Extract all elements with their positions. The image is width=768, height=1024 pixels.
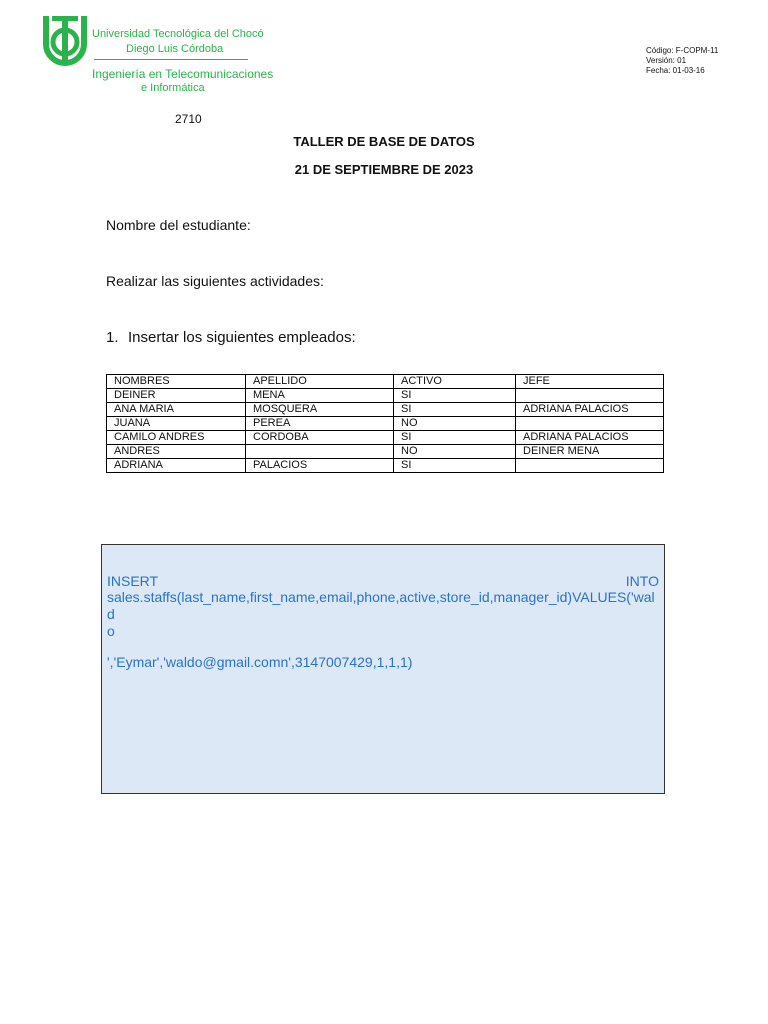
university-logo: [40, 12, 274, 126]
table-cell: [246, 445, 394, 459]
code-keyword-insert: INSERT: [107, 573, 159, 589]
meta-version: Versión: 01: [646, 56, 687, 65]
table-cell: CAMILO ANDRES: [107, 431, 246, 445]
faculty-name-line2: e Informática: [141, 82, 205, 94]
code-line-1: [107, 573, 659, 589]
list-item-number: 1.: [106, 329, 119, 346]
table-cell: NO: [394, 445, 516, 459]
meta-code: Código: F-COPM-11: [646, 46, 719, 55]
list-item-1: [106, 329, 356, 346]
student-name-label: Nombre del estudiante:: [106, 217, 251, 233]
table-cell: JUANA: [107, 417, 246, 431]
table-cell: CORDOBA: [246, 431, 394, 445]
code-keyword-into: INTO: [625, 573, 659, 589]
table-cell: SI: [394, 431, 516, 445]
table-cell: [516, 389, 664, 403]
table-cell: ANA MARIA: [107, 403, 246, 417]
table-cell: DEINER: [107, 389, 246, 403]
code-gap: [107, 640, 659, 654]
utch-logo-icon: [40, 12, 90, 72]
table-header-cell: ACTIVO: [394, 375, 516, 389]
code-line-2: sales.staffs(last_name,first_name,email,phone,active,store_id,manager_id)VALUES('wald: [107, 589, 655, 622]
table-row: [107, 417, 664, 431]
table-cell: PALACIOS: [246, 459, 394, 473]
table-cell: ANDRES: [107, 445, 246, 459]
table-cell: ADRIANA PALACIOS: [516, 403, 664, 417]
table-cell: [516, 417, 664, 431]
code-line-3: o: [107, 623, 115, 639]
table-cell: PEREA: [246, 417, 394, 431]
table-row: [107, 445, 664, 459]
table-cell: MOSQUERA: [246, 403, 394, 417]
table-header-cell: JEFE: [516, 375, 664, 389]
list-item-text: Insertar los siguientes empleados:: [128, 329, 356, 346]
university-name-line2: Diego Luis Córdoba: [126, 43, 224, 55]
table-cell: DEINER MENA: [516, 445, 664, 459]
table-cell: ADRIANA PALACIOS: [516, 431, 664, 445]
table-cell: ADRIANA: [107, 459, 246, 473]
document-meta: [646, 46, 718, 76]
table-header-row: [107, 375, 664, 389]
document-number: 2710: [175, 112, 202, 126]
meta-date: Fecha: 01-03-16: [646, 66, 705, 75]
page-date-title: 21 DE SEPTIEMBRE DE 2023: [294, 162, 474, 177]
employees-table: [106, 374, 664, 473]
table-row: [107, 431, 664, 445]
university-name-line1: Universidad Tecnológica del Chocó: [92, 28, 264, 40]
table-header-cell: NOMBRES: [107, 375, 246, 389]
table-row: [107, 403, 664, 417]
table-cell: [516, 459, 664, 473]
table-cell: SI: [394, 459, 516, 473]
table-row: [107, 389, 664, 403]
table-cell: SI: [394, 403, 516, 417]
table-cell: MENA: [246, 389, 394, 403]
table-cell: SI: [394, 389, 516, 403]
table-row: [107, 459, 664, 473]
table-cell: NO: [394, 417, 516, 431]
logo-divider: [94, 59, 248, 60]
sql-code-box: [101, 544, 665, 794]
code-line-4: ','Eymar','waldo@gmail.comn',3147007429,1,1,1): [107, 654, 413, 670]
page-title: TALLER DE BASE DE DATOS: [293, 134, 475, 149]
activities-label: Realizar las siguientes actividades:: [106, 273, 324, 289]
faculty-name-line1: Ingeniería en Telecomunicaciones: [92, 67, 274, 81]
table-header-cell: APELLIDO: [246, 375, 394, 389]
